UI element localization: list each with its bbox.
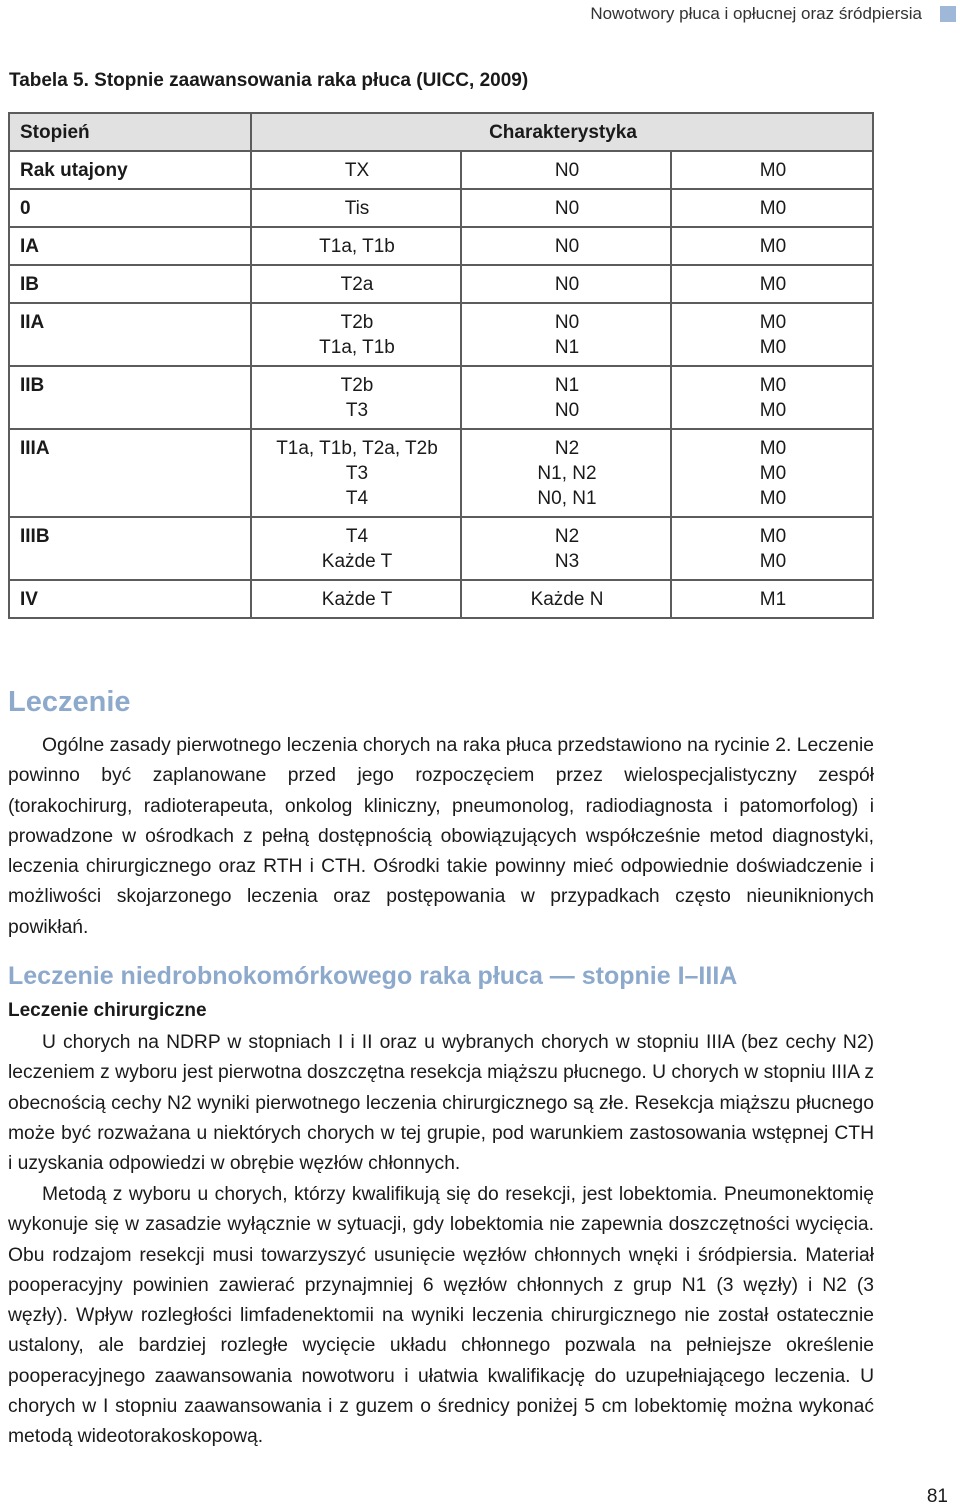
stage-cell: Rak utajony <box>9 151 251 189</box>
table-body <box>9 151 873 618</box>
n-cell-line: N0 <box>554 160 580 181</box>
n-cell <box>461 580 671 618</box>
stage-cell: IB <box>9 265 251 303</box>
stage-cell: IIIB <box>9 517 251 580</box>
m-cell-line: M0 <box>759 312 787 333</box>
t-cell-line: T1a, T1b <box>319 236 395 257</box>
n-cell-line: N0 <box>554 236 580 257</box>
header-characteristics: Charakterystyka <box>251 113 873 151</box>
m-cell-line: M0 <box>759 198 787 219</box>
m-cell <box>671 580 873 618</box>
n-cell-line: N0 <box>554 274 580 295</box>
m-cell-line: M0 <box>759 375 787 396</box>
n-cell-line: N1 <box>554 375 580 396</box>
n-cell-line: N0 <box>554 400 580 421</box>
header-square-icon <box>940 6 956 22</box>
n-cell-line: N1, N2 <box>537 463 597 484</box>
t-cell <box>251 265 461 303</box>
table-row <box>9 517 873 580</box>
paragraph-treatment: Ogólne zasady pierwotnego leczenia chorych na raka płuca przedstawiono na rycinie 2. Leczenie powinno być zaplanowane przed jego rozpoczęciem przez wielospecjalistyczny zespół (torakochirurg, radioterapeuta, onkolog kliniczny, pneumonolog, radiodiagnosta i patomorfolog) i prowadzone w ośrodkach z pełną dostępnością obowiązujących współcześnie metod diagnostyki, leczenia chirurgicznego oraz RTH i CTH. Ośrodki takie powinny mieć odpowiednie doświadczenie i możliwości skojarzonego leczenia oraz postępowania w przypadkach często nieuniknionych powikłań. <box>8 735 874 938</box>
stage-cell: IA <box>9 227 251 265</box>
header-stage: Stopień <box>9 113 251 151</box>
t-cell <box>251 151 461 189</box>
t-cell <box>251 366 461 429</box>
t-cell-line: T4 <box>345 488 369 509</box>
page-number: 81 <box>926 1486 948 1507</box>
table-row <box>9 580 873 618</box>
stage-cell: IIB <box>9 366 251 429</box>
t-cell-line: T2a <box>340 274 374 295</box>
t-cell <box>251 517 461 580</box>
table-caption: Tabela 5. Stopnie zaawansowania raka płuca (UICC, 2009) <box>9 70 529 91</box>
t-cell <box>251 303 461 366</box>
m-cell-line: M0 <box>759 526 787 547</box>
t-cell-line: T1a, T1b, T2a, T2b <box>276 438 438 459</box>
m-cell-line: M0 <box>759 337 787 358</box>
paragraph-surgery-2: Metodą z wyboru u chorych, którzy kwalifikują się do resekcji, jest lobektomia. Pneumonektomię wykonuje się w zasadzie wyłącznie w sytuacji, gdy lobektomia nie zapewnia doszczętności wycięcia. Obu rodzajom resekcji musi towarzyszyć usunięcie węzłów chłonnych wnęki i śródpiersia. Materiał pooperacyjny powinien zawierać przynajmniej 6 węzłów chłonnych z grup N1 (3 węzły) i N2 (3 węzły). Wpływ rozległości limfadenektomii na wyniki leczenia chirurgicznego nie został ostatecznie ustalony, ale bardziej rozległe wycięcie układu chłonnego pozwala na pełniejsze określenie pooperacyjnego zaawansowania nowotworu i ułatwia kwalifikację do uzupełniającego leczenia. U chorych w I stopniu zaawansowania i z guzem o średnicy poniżej 5 cm lobektomię można wykonać metodą wideotorakoskopową. <box>8 1184 874 1448</box>
t-cell-line: Każde T <box>321 551 393 572</box>
m-cell-line: M0 <box>759 488 787 509</box>
t-cell-line: Każde T <box>321 589 393 610</box>
m-cell-line: M0 <box>759 160 787 181</box>
table-header-row <box>9 113 873 151</box>
stage-cell: IIIA <box>9 429 251 517</box>
n-cell <box>461 227 671 265</box>
n-cell-line: N0, N1 <box>537 488 597 509</box>
m-cell-line: M0 <box>759 236 787 257</box>
m-cell <box>671 189 873 227</box>
m-cell-line: M0 <box>759 551 787 572</box>
t-cell <box>251 429 461 517</box>
t-cell-line: T2b <box>340 312 374 333</box>
t-cell <box>251 580 461 618</box>
n-cell <box>461 517 671 580</box>
table-row <box>9 151 873 189</box>
t-cell-line: T4 <box>345 526 369 547</box>
m-cell <box>671 151 873 189</box>
table-row <box>9 429 873 517</box>
n-cell-line: N0 <box>554 198 580 219</box>
n-cell <box>461 366 671 429</box>
m-cell-line: M0 <box>759 438 787 459</box>
n-cell <box>461 429 671 517</box>
t-cell <box>251 227 461 265</box>
table-row <box>9 189 873 227</box>
t-cell <box>251 189 461 227</box>
t-cell-line: T1a, T1b <box>319 337 395 358</box>
m-cell <box>671 366 873 429</box>
stage-cell: 0 <box>9 189 251 227</box>
table-row <box>9 227 873 265</box>
paragraph-surgery-1: U chorych na NDRP w stopniach I i II oraz u wybranych chorych w stopniu IIIA (bez cechy N2) leczeniem z wyboru jest pierwotna doszczętna resekcja miąższu płucnego. U chorych w stopniu IIIA z obecnością cechy N2 wyniki pierwotnego leczenia chirurgicznego są złe. Resekcja miąższu płucnego może być rozważana u niektórych chorych w tej grupie, pod warunkiem zastosowania wstępnej CTH i uzyskania odpowiedzi w obrębie węzłów chłonnych. <box>8 1032 874 1175</box>
n-cell-line: Każde N <box>530 589 604 610</box>
n-cell-line: N0 <box>554 312 580 333</box>
section-title-treatment: Leczenie <box>8 686 131 718</box>
t-cell-line: T3 <box>345 400 369 421</box>
n-cell <box>461 265 671 303</box>
m-cell-line: M0 <box>759 463 787 484</box>
running-head: Nowotwory płuca i opłucnej oraz śródpiersia <box>590 4 922 23</box>
m-cell <box>671 517 873 580</box>
staging-table <box>8 112 874 619</box>
m-cell-line: M0 <box>759 274 787 295</box>
t-cell-line: TX <box>344 160 370 181</box>
m-cell <box>671 227 873 265</box>
table-row <box>9 366 873 429</box>
n-cell <box>461 189 671 227</box>
table-row <box>9 303 873 366</box>
m-cell-line: M1 <box>759 589 787 610</box>
stage-cell: IV <box>9 580 251 618</box>
m-cell <box>671 303 873 366</box>
n-cell <box>461 303 671 366</box>
m-cell <box>671 265 873 303</box>
n-cell-line: N1 <box>554 337 580 358</box>
section-title-nsclc: Leczenie niedrobnokomórkowego raka płuca — stopnie I–IIIA <box>8 962 738 990</box>
n-cell <box>461 151 671 189</box>
stage-cell: IIA <box>9 303 251 366</box>
t-cell-line: T2b <box>340 375 374 396</box>
m-cell <box>671 429 873 517</box>
n-cell-line: N2 <box>554 438 580 459</box>
t-cell-line: T3 <box>345 463 369 484</box>
n-cell-line: N2 <box>554 526 580 547</box>
t-cell-line: Tis <box>344 198 370 219</box>
n-cell-line: N3 <box>554 551 580 572</box>
subsection-title-surgery: Leczenie chirurgiczne <box>8 1000 207 1021</box>
m-cell-line: M0 <box>759 400 787 421</box>
table-row <box>9 265 873 303</box>
